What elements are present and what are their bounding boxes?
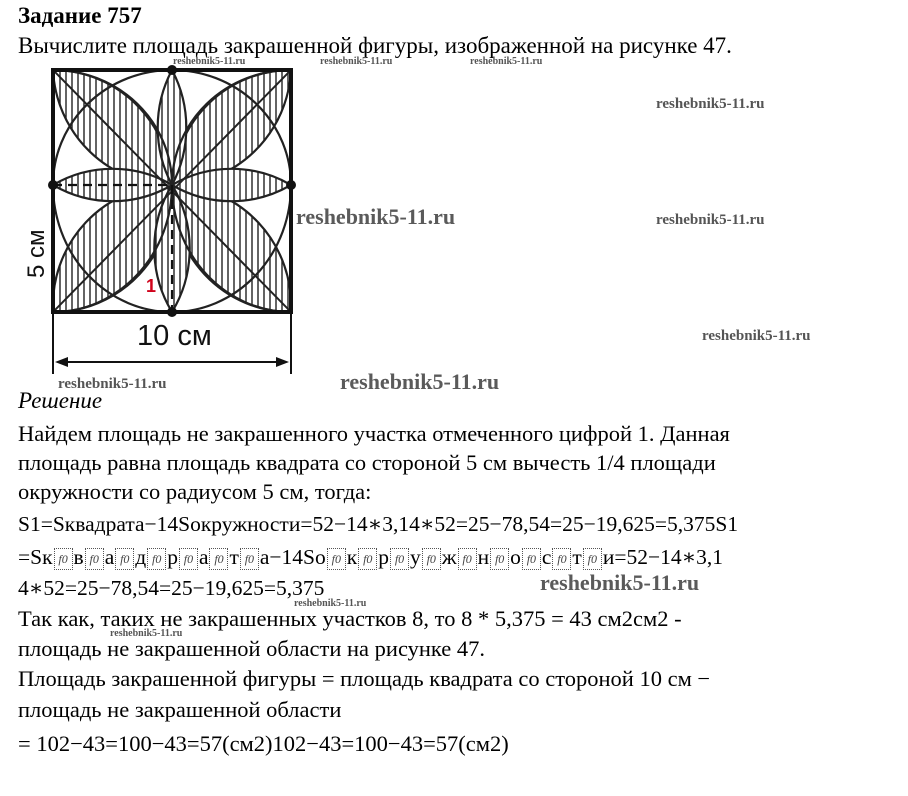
solution-line-1: Найдем площадь не закрашенного участка отмеченного цифрой 1. Данная <box>18 421 730 446</box>
watermark: reshebnik5-11.ru <box>110 628 183 639</box>
solution-line-4: Так как, таких не закрашенных участков 8, то 8 * 5,375 = 43 см2см2 - <box>18 606 682 631</box>
solution-line-2: площадь равна площадь квадрата со стороной 5 см вычесть 1/4 площади <box>18 450 716 475</box>
solution-answer: = 102−43=100−43=57(см2)102−43=100−43=57(см2) <box>18 731 509 756</box>
solution-formula-line-1: S1=Sквадрата−14Sокружности=52−14∗3,14∗52=25−78,54=25−19,625=5,375S1 <box>18 512 739 536</box>
watermark: reshebnik5-11.ru <box>702 328 811 344</box>
watermark: reshebnik5-11.ru <box>294 598 367 609</box>
watermark: reshebnik5-11.ru <box>540 570 700 595</box>
point-left <box>48 180 58 190</box>
watermark: reshebnik5-11.ru <box>320 56 393 67</box>
region-label: 1 <box>146 276 157 296</box>
solution-line-5: площадь не закрашенной области на рисунке 47. <box>18 636 486 661</box>
watermark: reshebnik5-11.ru <box>470 56 543 67</box>
figure-47 <box>10 58 310 388</box>
solution-formula-line-3: 4∗52=25−78,54=25−19,625=5,375 <box>18 576 325 600</box>
task-title: Задание 757 <box>18 3 142 28</box>
solution-line-6: Площадь закрашенной фигуры = площадь квадрата со стороной 10 см − <box>18 666 711 691</box>
point-right <box>286 180 296 190</box>
solution-heading: Решение <box>18 388 103 413</box>
watermark: reshebnik5-11.ru <box>656 96 765 112</box>
side-label: 5 см <box>23 229 50 278</box>
watermark: reshebnik5-11.ru <box>173 56 246 67</box>
watermark: reshebnik5-11.ru <box>340 369 500 394</box>
solution-line-7: площадь не закрашенной области <box>18 697 342 722</box>
point-bottom <box>167 307 177 317</box>
watermark: reshebnik5-11.ru <box>58 376 167 392</box>
solution-formula-garbled: =Sк f0 в f0 а f0 д f0 р f0 а f0 т f0 а−14So f0 к f0 р f0 у f0 ж f0 н f0 о f0 с f0 т f0 и=52−14∗3,1 <box>18 545 724 569</box>
bottom-label: 10 см <box>137 320 212 352</box>
watermark: reshebnik5-11.ru <box>296 204 456 229</box>
task-text: Вычислите площадь закрашенной фигуры, изображенной на рисунке 47. <box>18 33 732 58</box>
solution-line-3: окружности со радиусом 5 см, тогда: <box>18 479 372 504</box>
watermark: reshebnik5-11.ru <box>656 212 765 228</box>
